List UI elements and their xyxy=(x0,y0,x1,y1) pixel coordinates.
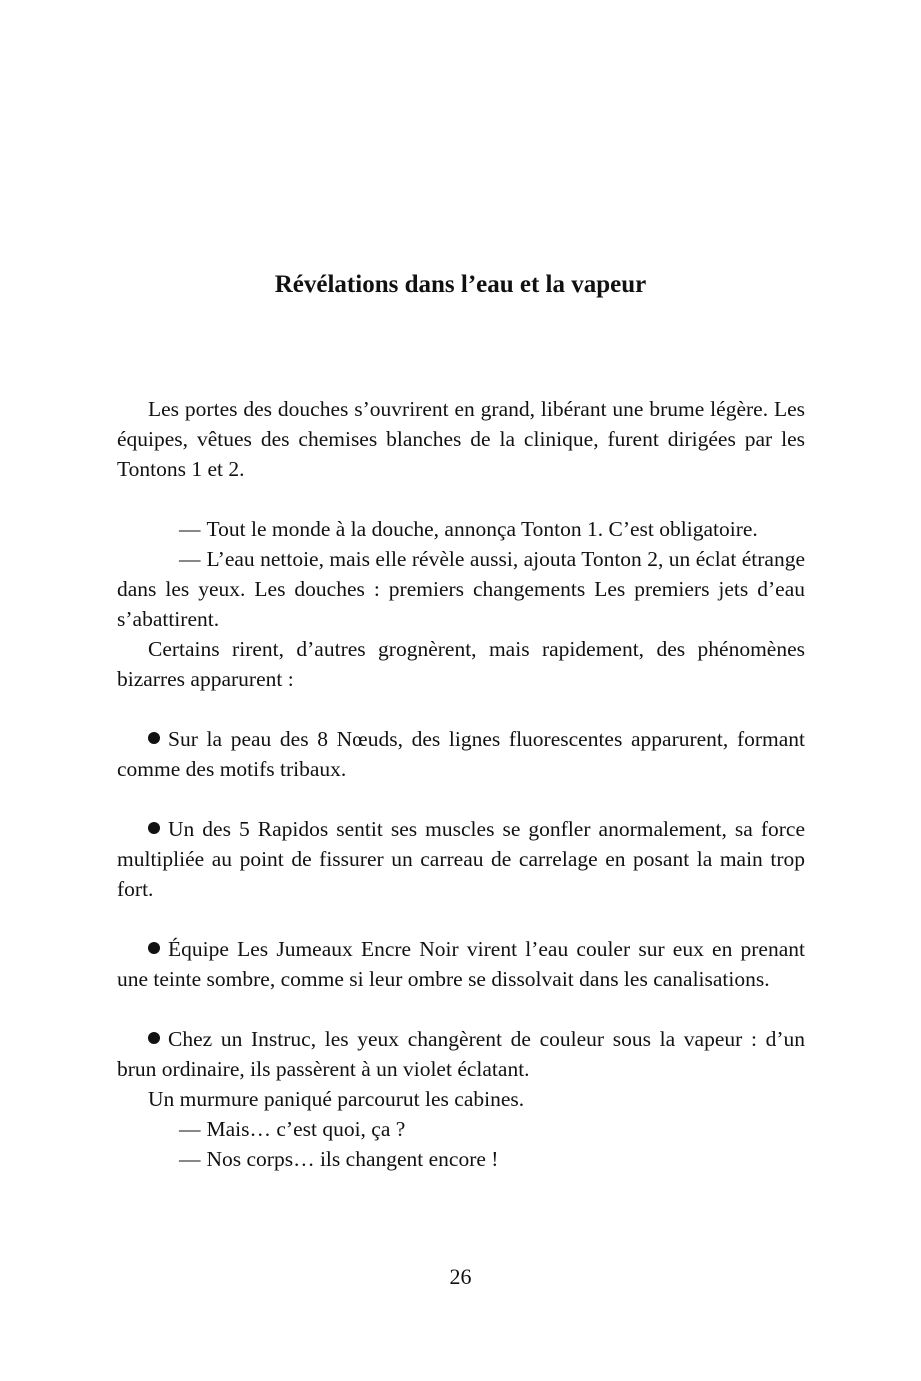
dialogue-text: Nos corps… ils changent encore ! xyxy=(206,1147,499,1171)
dialogue-line xyxy=(117,1114,805,1144)
bullet-icon xyxy=(148,942,160,954)
bullet-text: Équipe Les Jumeaux Encre Noir virent l’eau couler sur eux en prenant une teinte sombre, comme si leur ombre se dissolvait dans les canalisations. xyxy=(117,937,805,991)
dialogue-text: Mais… c’est quoi, ça ? xyxy=(206,1117,406,1141)
paragraph-intro: Les portes des douches s’ouvrirent en grand, libérant une brume légère. Les équipes, vêtues des chemises blanches de la clinique, furent dirigées par les Tontons 1 et 2. xyxy=(117,397,805,481)
dialogue-line xyxy=(117,544,805,634)
dialogue-dash: — xyxy=(179,547,201,571)
dialogue-dash: — xyxy=(179,1147,201,1171)
bullet-icon xyxy=(148,1032,160,1044)
chapter-body xyxy=(117,394,805,1174)
bullet-item xyxy=(117,724,805,784)
dialogue-text: Tout le monde à la douche, annonça Tonton 1. C’est obligatoire. xyxy=(206,517,758,541)
paragraph-murmur: Un murmure paniqué parcourut les cabines. xyxy=(148,1087,525,1111)
bullet-text: Sur la peau des 8 Nœuds, des lignes fluorescentes apparurent, formant comme des motifs tribaux. xyxy=(117,727,805,781)
paragraph-reactions: Certains rirent, d’autres grognèrent, mais rapidement, des phénomènes bizarres apparurent : xyxy=(117,637,805,691)
spacer xyxy=(117,784,805,814)
bullet-icon xyxy=(148,822,160,834)
spacer xyxy=(117,484,805,514)
bullet-item xyxy=(117,934,805,994)
spacer xyxy=(117,994,805,1024)
bullet-item xyxy=(117,814,805,904)
bullet-item xyxy=(117,1024,805,1084)
dialogue-line xyxy=(117,1144,805,1174)
chapter-title: Révélations dans l’eau et la vapeur xyxy=(274,271,647,298)
bullet-text: Un des 5 Rapidos sentit ses muscles se gonfler anormalement, sa force multipliée au point de fissurer un carreau de carrelage en posant la main trop fort. xyxy=(117,817,805,901)
spacer xyxy=(117,904,805,934)
dialogue-dash: — xyxy=(179,1117,201,1141)
spacer xyxy=(117,694,805,724)
page-number: 26 xyxy=(449,1264,472,1289)
bullet-icon xyxy=(148,732,160,744)
dialogue-line xyxy=(117,514,805,544)
dialogue-text: L’eau nettoie, mais elle révèle aussi, ajouta Tonton 2, un éclat étrange dans les yeux. Les douches : premiers changements Les premiers jets d’eau s’abattirent. xyxy=(117,547,805,631)
bullet-text: Chez un Instruc, les yeux changèrent de couleur sous la vapeur : d’un brun ordinaire, ils passèrent à un violet éclatant. xyxy=(117,1027,805,1081)
dialogue-dash: — xyxy=(179,517,201,541)
